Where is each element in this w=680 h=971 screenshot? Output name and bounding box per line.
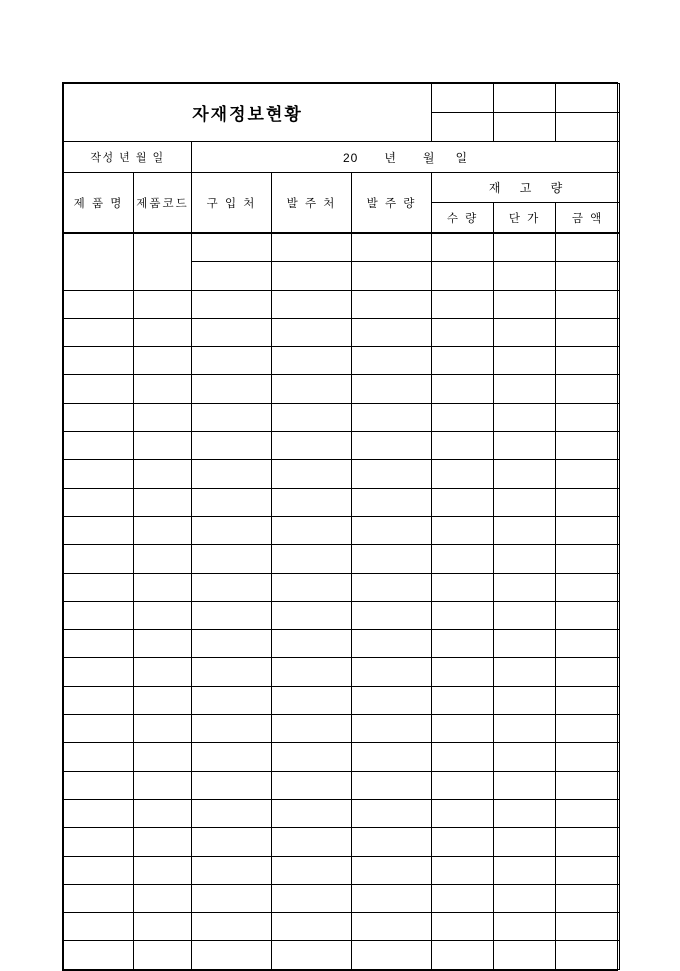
cell-product-name[interactable] [64, 630, 134, 658]
table-row [64, 771, 620, 799]
cell-product-name[interactable] [64, 545, 134, 573]
cell-unit-price[interactable] [494, 347, 556, 375]
cell-supplier[interactable] [192, 941, 272, 969]
cell-order-place[interactable] [272, 318, 352, 346]
cell-order-place[interactable] [272, 743, 352, 771]
cell-product-name[interactable] [64, 403, 134, 431]
cell-stock-qty[interactable] [432, 488, 494, 516]
cell-product-name[interactable] [64, 913, 134, 941]
table-row [64, 884, 620, 912]
cell-supplier[interactable] [192, 432, 272, 460]
cell-order-qty[interactable] [352, 658, 432, 686]
cell-order-qty[interactable] [352, 913, 432, 941]
cell-order-qty[interactable] [352, 884, 432, 912]
cell-order-qty[interactable] [352, 941, 432, 969]
col-header-order-place: 발 주 처 [272, 173, 352, 233]
cell-amount[interactable] [556, 771, 620, 799]
table-row [64, 488, 620, 516]
cell-order-qty[interactable] [352, 290, 432, 318]
approval-box-4[interactable] [432, 113, 494, 142]
cell-order-place[interactable] [272, 630, 352, 658]
cell-amount[interactable] [556, 941, 620, 969]
cell-product-name[interactable] [64, 460, 134, 488]
cell-product-code[interactable] [134, 460, 192, 488]
cell-supplier[interactable] [192, 318, 272, 346]
cell-order-place[interactable] [272, 432, 352, 460]
cell-product-code[interactable] [134, 686, 192, 714]
cell-order-place[interactable] [272, 403, 352, 431]
cell-product-name[interactable] [64, 799, 134, 827]
cell-product-name[interactable] [64, 771, 134, 799]
cell-product-name[interactable] [64, 234, 134, 291]
cell-unit-price[interactable] [494, 262, 556, 290]
cell-product-code[interactable] [134, 573, 192, 601]
cell-order-place[interactable] [272, 516, 352, 544]
cell-order-place[interactable] [272, 856, 352, 884]
cell-unit-price[interactable] [494, 403, 556, 431]
cell-order-place[interactable] [272, 375, 352, 403]
cell-product-name[interactable] [64, 432, 134, 460]
cell-unit-price[interactable] [494, 290, 556, 318]
col-header-amount: 금 액 [556, 203, 620, 233]
cell-amount[interactable] [556, 347, 620, 375]
cell-supplier[interactable] [192, 573, 272, 601]
cell-supplier[interactable] [192, 347, 272, 375]
title-row [64, 84, 620, 113]
date-row [64, 142, 620, 173]
cell-unit-price[interactable] [494, 460, 556, 488]
cell-supplier[interactable] [192, 771, 272, 799]
header-row-1 [64, 173, 620, 203]
cell-order-place[interactable] [272, 771, 352, 799]
cell-product-name[interactable] [64, 601, 134, 629]
col-header-product-code: 제품코드 [134, 173, 192, 233]
cell-order-qty[interactable] [352, 715, 432, 743]
cell-product-code[interactable] [134, 715, 192, 743]
cell-unit-price[interactable] [494, 601, 556, 629]
cell-stock-qty[interactable] [432, 290, 494, 318]
cell-unit-price[interactable] [494, 658, 556, 686]
cell-stock-qty[interactable] [432, 262, 494, 290]
table-row [64, 715, 620, 743]
cell-product-code[interactable] [134, 375, 192, 403]
cell-unit-price[interactable] [494, 573, 556, 601]
approval-box-2[interactable] [494, 84, 556, 113]
date-label: 작성 년 월 일 [64, 142, 192, 173]
approval-box-5[interactable] [494, 113, 556, 142]
page-title: 자재정보현황 [64, 84, 432, 142]
cell-product-name[interactable] [64, 347, 134, 375]
date-day-unit: 일 [455, 150, 469, 165]
cell-supplier[interactable] [192, 884, 272, 912]
cell-product-name[interactable] [64, 516, 134, 544]
table-row [64, 318, 620, 346]
cell-product-name[interactable] [64, 658, 134, 686]
col-header-stock-qty: 수 량 [432, 203, 494, 233]
cell-unit-price[interactable] [494, 743, 556, 771]
cell-amount[interactable] [556, 884, 620, 912]
cell-unit-price[interactable] [494, 516, 556, 544]
cell-stock-qty[interactable] [432, 743, 494, 771]
cell-stock-qty[interactable] [432, 545, 494, 573]
cell-stock-qty[interactable] [432, 686, 494, 714]
cell-amount[interactable] [556, 290, 620, 318]
cell-product-name[interactable] [64, 375, 134, 403]
cell-product-code[interactable] [134, 347, 192, 375]
cell-product-name[interactable] [64, 488, 134, 516]
cell-product-name[interactable] [64, 743, 134, 771]
approval-box-3[interactable] [556, 84, 620, 113]
cell-amount[interactable] [556, 403, 620, 431]
table-row [64, 432, 620, 460]
cell-stock-qty[interactable] [432, 913, 494, 941]
cell-product-code[interactable] [134, 743, 192, 771]
cell-supplier[interactable] [192, 545, 272, 573]
cell-product-name[interactable] [64, 715, 134, 743]
cell-amount[interactable] [556, 799, 620, 827]
form-body-rows [64, 234, 620, 970]
cell-order-place[interactable] [272, 799, 352, 827]
date-year-prefix: 20 [342, 150, 359, 165]
cell-order-qty[interactable] [352, 375, 432, 403]
cell-unit-price[interactable] [494, 771, 556, 799]
cell-order-qty[interactable] [352, 686, 432, 714]
cell-product-name[interactable] [64, 884, 134, 912]
cell-unit-price[interactable] [494, 375, 556, 403]
cell-supplier[interactable] [192, 460, 272, 488]
cell-product-code[interactable] [134, 913, 192, 941]
table-row [64, 856, 620, 884]
cell-order-qty[interactable] [352, 234, 432, 262]
approval-box-6[interactable] [556, 113, 620, 142]
cell-order-qty[interactable] [352, 799, 432, 827]
cell-product-name[interactable] [64, 573, 134, 601]
form-table [63, 83, 620, 233]
date-value-cell[interactable] [192, 142, 620, 173]
table-row [64, 234, 620, 262]
cell-amount[interactable] [556, 516, 620, 544]
cell-unit-price[interactable] [494, 913, 556, 941]
table-row [64, 290, 620, 318]
cell-order-place[interactable] [272, 234, 352, 262]
cell-order-qty[interactable] [352, 318, 432, 346]
cell-stock-qty[interactable] [432, 432, 494, 460]
cell-stock-qty[interactable] [432, 658, 494, 686]
cell-stock-qty[interactable] [432, 318, 494, 346]
cell-stock-qty[interactable] [432, 460, 494, 488]
cell-stock-qty[interactable] [432, 856, 494, 884]
cell-amount[interactable] [556, 856, 620, 884]
cell-supplier[interactable] [192, 799, 272, 827]
cell-supplier[interactable] [192, 516, 272, 544]
cell-order-place[interactable] [272, 488, 352, 516]
cell-product-code[interactable] [134, 432, 192, 460]
cell-supplier[interactable] [192, 488, 272, 516]
table-row [64, 545, 620, 573]
cell-order-place[interactable] [272, 658, 352, 686]
cell-amount[interactable] [556, 460, 620, 488]
cell-unit-price[interactable] [494, 686, 556, 714]
cell-supplier[interactable] [192, 715, 272, 743]
cell-unit-price[interactable] [494, 884, 556, 912]
col-header-order-qty: 발 주 량 [352, 173, 432, 233]
cell-supplier[interactable] [192, 601, 272, 629]
cell-order-qty[interactable] [352, 601, 432, 629]
cell-product-name[interactable] [64, 828, 134, 856]
cell-supplier[interactable] [192, 262, 272, 290]
approval-box-1[interactable] [432, 84, 494, 113]
table-row [64, 828, 620, 856]
cell-order-place[interactable] [272, 573, 352, 601]
cell-product-code[interactable] [134, 630, 192, 658]
cell-unit-price[interactable] [494, 488, 556, 516]
col-header-product-name: 제 품 명 [64, 173, 134, 233]
table-row [64, 913, 620, 941]
cell-amount[interactable] [556, 488, 620, 516]
cell-unit-price[interactable] [494, 630, 556, 658]
cell-order-qty[interactable] [352, 403, 432, 431]
cell-order-qty[interactable] [352, 347, 432, 375]
cell-order-qty[interactable] [352, 630, 432, 658]
cell-unit-price[interactable] [494, 856, 556, 884]
cell-product-code[interactable] [134, 488, 192, 516]
cell-unit-price[interactable] [494, 828, 556, 856]
cell-product-name[interactable] [64, 856, 134, 884]
cell-stock-qty[interactable] [432, 884, 494, 912]
cell-supplier[interactable] [192, 375, 272, 403]
cell-supplier[interactable] [192, 913, 272, 941]
cell-product-code[interactable] [134, 318, 192, 346]
table-row [64, 460, 620, 488]
table-row [64, 601, 620, 629]
cell-amount[interactable] [556, 743, 620, 771]
cell-product-name[interactable] [64, 318, 134, 346]
cell-amount[interactable] [556, 545, 620, 573]
cell-unit-price[interactable] [494, 545, 556, 573]
cell-stock-qty[interactable] [432, 828, 494, 856]
table-row [64, 630, 620, 658]
cell-supplier[interactable] [192, 234, 272, 262]
cell-product-code[interactable] [134, 545, 192, 573]
cell-unit-price[interactable] [494, 432, 556, 460]
table-row [64, 573, 620, 601]
cell-product-code[interactable] [134, 601, 192, 629]
cell-stock-qty[interactable] [432, 799, 494, 827]
cell-stock-qty[interactable] [432, 573, 494, 601]
cell-order-qty[interactable] [352, 516, 432, 544]
cell-amount[interactable] [556, 262, 620, 290]
cell-unit-price[interactable] [494, 715, 556, 743]
cell-product-code[interactable] [134, 884, 192, 912]
cell-stock-qty[interactable] [432, 234, 494, 262]
cell-supplier[interactable] [192, 658, 272, 686]
cell-product-code[interactable] [134, 941, 192, 969]
table-row [64, 658, 620, 686]
cell-amount[interactable] [556, 913, 620, 941]
cell-amount[interactable] [556, 630, 620, 658]
date-month-unit: 월 [422, 150, 436, 165]
cell-amount[interactable] [556, 715, 620, 743]
cell-supplier[interactable] [192, 856, 272, 884]
cell-stock-qty[interactable] [432, 941, 494, 969]
cell-order-place[interactable] [272, 290, 352, 318]
cell-amount[interactable] [556, 601, 620, 629]
cell-product-name[interactable] [64, 941, 134, 969]
table-row [64, 403, 620, 431]
cell-order-qty[interactable] [352, 743, 432, 771]
table-row [64, 375, 620, 403]
table-row [64, 347, 620, 375]
cell-order-place[interactable] [272, 941, 352, 969]
cell-product-code[interactable] [134, 290, 192, 318]
cell-order-place[interactable] [272, 601, 352, 629]
cell-amount[interactable] [556, 828, 620, 856]
cell-order-place[interactable] [272, 347, 352, 375]
cell-product-code[interactable] [134, 234, 192, 291]
form-body-table [63, 233, 620, 970]
col-header-unit-price: 단 가 [494, 203, 556, 233]
col-header-stock-group: 재 고 량 [432, 173, 620, 203]
table-row [64, 516, 620, 544]
cell-product-code[interactable] [134, 403, 192, 431]
cell-supplier[interactable] [192, 290, 272, 318]
cell-unit-price[interactable] [494, 234, 556, 262]
cell-order-qty[interactable] [352, 488, 432, 516]
cell-stock-qty[interactable] [432, 771, 494, 799]
cell-unit-price[interactable] [494, 799, 556, 827]
cell-order-place[interactable] [272, 828, 352, 856]
cell-order-qty[interactable] [352, 828, 432, 856]
cell-order-place[interactable] [272, 686, 352, 714]
cell-stock-qty[interactable] [432, 403, 494, 431]
cell-product-code[interactable] [134, 658, 192, 686]
cell-order-place[interactable] [272, 884, 352, 912]
cell-order-place[interactable] [272, 460, 352, 488]
cell-stock-qty[interactable] [432, 516, 494, 544]
cell-product-name[interactable] [64, 290, 134, 318]
cell-order-qty[interactable] [352, 432, 432, 460]
cell-product-name[interactable] [64, 686, 134, 714]
table-row [64, 941, 620, 969]
date-year-unit: 년 [384, 150, 397, 165]
cell-order-qty[interactable] [352, 460, 432, 488]
table-row [64, 743, 620, 771]
cell-stock-qty[interactable] [432, 715, 494, 743]
cell-stock-qty[interactable] [432, 630, 494, 658]
cell-order-place[interactable] [272, 545, 352, 573]
cell-supplier[interactable] [192, 630, 272, 658]
cell-amount[interactable] [556, 658, 620, 686]
cell-stock-qty[interactable] [432, 601, 494, 629]
cell-order-qty[interactable] [352, 771, 432, 799]
cell-product-code[interactable] [134, 516, 192, 544]
cell-order-qty[interactable] [352, 573, 432, 601]
cell-stock-qty[interactable] [432, 347, 494, 375]
table-row [64, 686, 620, 714]
cell-supplier[interactable] [192, 686, 272, 714]
cell-amount[interactable] [556, 375, 620, 403]
cell-supplier[interactable] [192, 743, 272, 771]
cell-product-code[interactable] [134, 828, 192, 856]
cell-amount[interactable] [556, 686, 620, 714]
cell-product-code[interactable] [134, 771, 192, 799]
cell-order-place[interactable] [272, 715, 352, 743]
cell-order-place[interactable] [272, 913, 352, 941]
col-header-supplier: 구 입 처 [192, 173, 272, 233]
cell-amount[interactable] [556, 318, 620, 346]
cell-supplier[interactable] [192, 403, 272, 431]
cell-amount[interactable] [556, 432, 620, 460]
cell-order-qty[interactable] [352, 856, 432, 884]
cell-supplier[interactable] [192, 828, 272, 856]
cell-unit-price[interactable] [494, 318, 556, 346]
table-row [64, 799, 620, 827]
cell-order-qty[interactable] [352, 262, 432, 290]
cell-product-code[interactable] [134, 856, 192, 884]
cell-product-code[interactable] [134, 799, 192, 827]
cell-stock-qty[interactable] [432, 375, 494, 403]
cell-order-place[interactable] [272, 262, 352, 290]
cell-amount[interactable] [556, 573, 620, 601]
cell-unit-price[interactable] [494, 941, 556, 969]
cell-order-qty[interactable] [352, 545, 432, 573]
cell-amount[interactable] [556, 234, 620, 262]
material-info-form [62, 82, 618, 971]
